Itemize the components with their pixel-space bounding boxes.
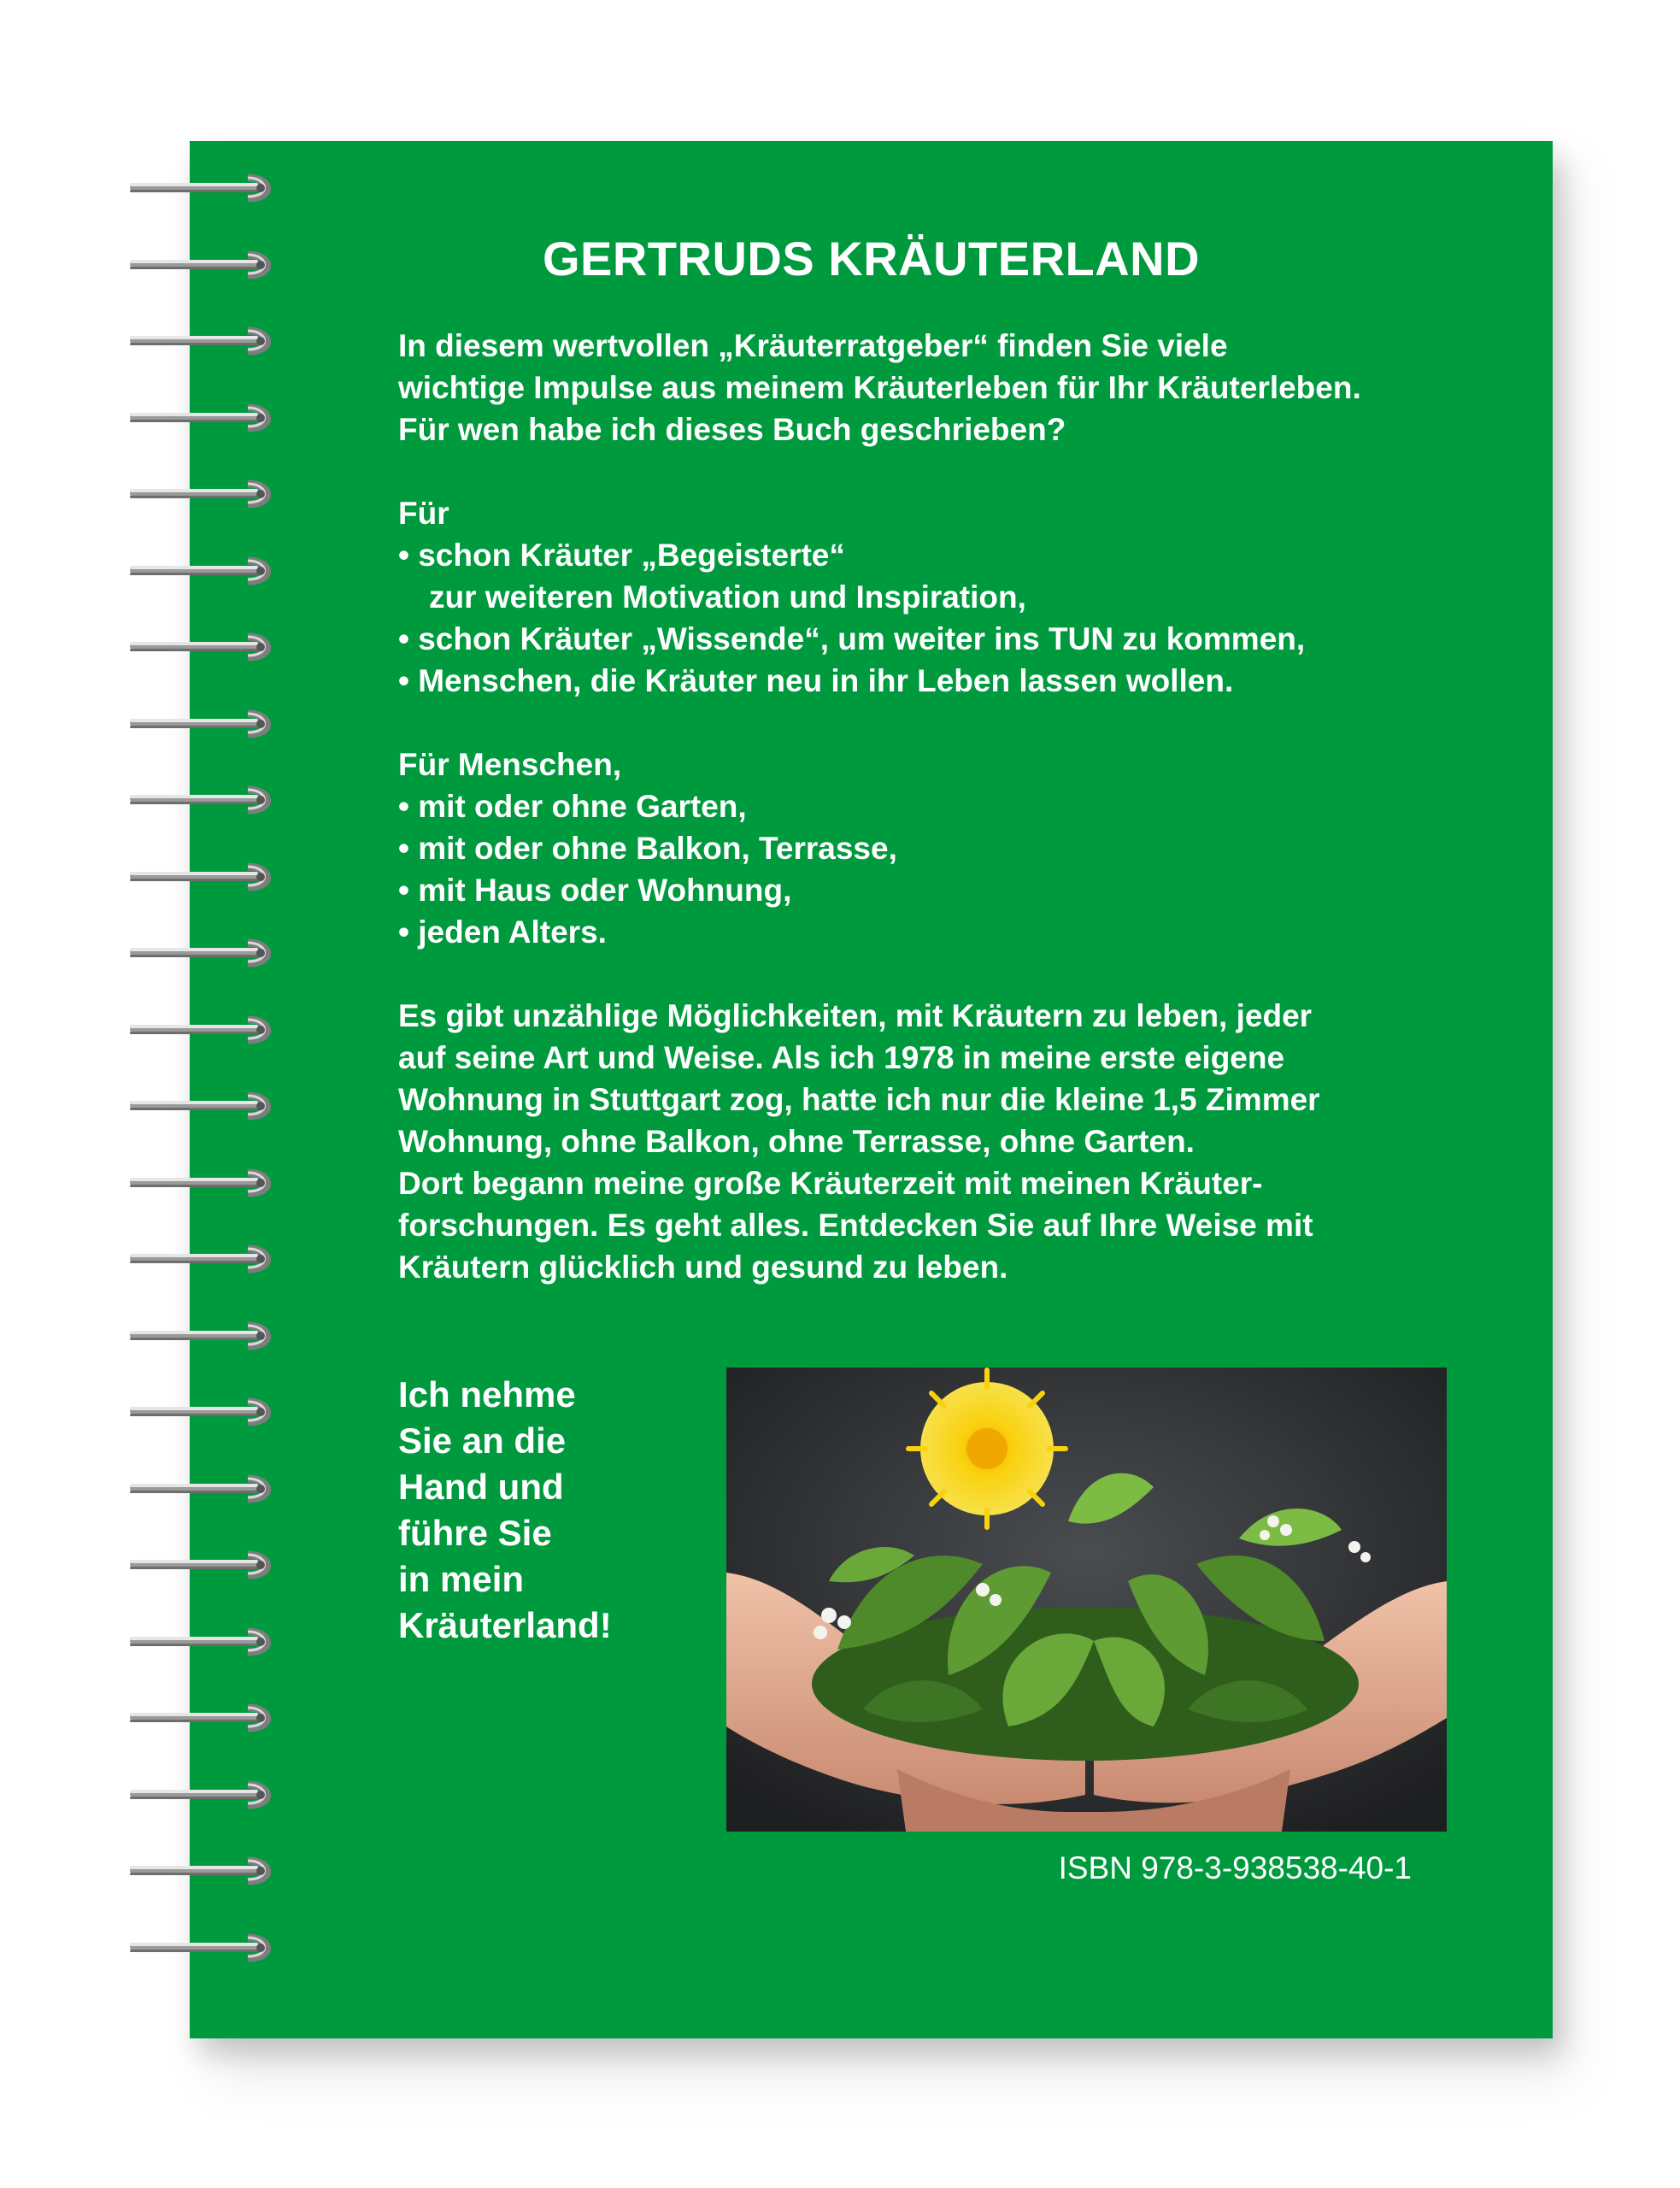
callout-line: Kräuterland! <box>398 1605 612 1645</box>
callout-line: in mein <box>398 1559 525 1599</box>
people-heading: Für Menschen, <box>398 747 622 782</box>
people-item: • mit oder ohne Balkon, Terrasse, <box>398 827 1492 869</box>
spiral-ring <box>128 1472 278 1506</box>
callout-line: Sie an die <box>398 1420 567 1461</box>
herbs-illustration <box>726 1368 1447 1832</box>
spiral-ring <box>128 1548 278 1582</box>
spiral-ring <box>128 630 278 664</box>
cover-text <box>398 325 1492 1330</box>
story-line: auf seine Art und Weise. Als ich 1978 in meine erste eigene <box>398 1040 1285 1075</box>
callout-text <box>398 1372 672 1649</box>
spiral-ring <box>128 324 278 358</box>
spiral-ring <box>128 1013 278 1047</box>
intro-paragraph <box>398 325 1492 450</box>
spiral-binding <box>128 171 282 2017</box>
spiral-ring <box>128 1854 278 1888</box>
story-line: Wohnung in Stuttgart zog, hatte ich nur die kleine 1,5 Zimmer <box>398 1082 1320 1117</box>
audience-heading: Für <box>398 496 449 531</box>
story-line: Kräutern glücklich und gesund zu leben. <box>398 1250 1008 1285</box>
spiral-ring <box>128 1319 278 1353</box>
people-paragraph <box>398 744 1492 953</box>
book-back-cover <box>190 141 1553 2038</box>
spiral-ring <box>128 1395 278 1429</box>
callout-line: Ich nehme <box>398 1374 576 1415</box>
spiral-ring <box>128 171 278 205</box>
story-line: Wohnung, ohne Balkon, ohne Terrasse, ohne Garten. <box>398 1124 1195 1159</box>
spiral-ring <box>128 1089 278 1123</box>
spiral-ring <box>128 1931 278 1965</box>
audience-item-continued: zur weiteren Motivation und Inspiration, <box>429 579 1026 615</box>
intro-line: Für wen habe ich dieses Buch geschrieben? <box>398 412 1066 447</box>
hands-holding-herbs-photo <box>726 1368 1447 1832</box>
audience-item: • schon Kräuter „Begeisterte“ <box>398 534 1492 576</box>
people-item: • mit Haus oder Wohnung, <box>398 869 1492 911</box>
spiral-ring <box>128 1701 278 1735</box>
spiral-ring <box>128 477 278 511</box>
spiral-ring <box>128 554 278 588</box>
spiral-ring <box>128 707 278 741</box>
callout-line: Hand und <box>398 1467 564 1507</box>
spiral-ring <box>128 1242 278 1276</box>
audience-item: • schon Kräuter „Wissende“, um weiter ins TUN zu kommen, <box>398 618 1492 660</box>
audience-paragraph <box>398 492 1492 702</box>
spiral-ring <box>128 1778 278 1812</box>
spiral-ring <box>128 1166 278 1200</box>
story-line: Dort begann meine große Kräuterzeit mit meinen Kräuter- <box>398 1166 1263 1201</box>
spiral-ring <box>128 401 278 435</box>
story-paragraph <box>398 995 1492 1288</box>
spiral-ring <box>128 1625 278 1659</box>
audience-item: • Menschen, die Kräuter neu in ihr Leben lassen wollen. <box>398 660 1492 702</box>
spiral-ring <box>128 936 278 970</box>
intro-line: wichtige Impulse aus meinem Kräuterleben für Ihr Kräuterleben. <box>398 370 1361 405</box>
spiral-ring <box>128 860 278 894</box>
spiral-ring <box>128 783 278 817</box>
intro-line: In diesem wertvollen „Kräuterratgeber“ finden Sie viele <box>398 328 1228 363</box>
people-item: • mit oder ohne Garten, <box>398 785 1492 827</box>
isbn-label: ISBN 978-3-938538-40-1 <box>1058 1850 1412 1885</box>
story-line: Es gibt unzählige Möglichkeiten, mit Kräutern zu leben, jeder <box>398 998 1313 1033</box>
callout-line: führe Sie <box>398 1513 552 1553</box>
story-line: forschungen. Es geht alles. Entdecken Sie auf Ihre Weise mit <box>398 1208 1313 1243</box>
people-item: • jeden Alters. <box>398 911 1492 953</box>
cover-title: GERTRUDS KRÄUTERLAND <box>542 232 1201 285</box>
spiral-ring <box>128 248 278 282</box>
